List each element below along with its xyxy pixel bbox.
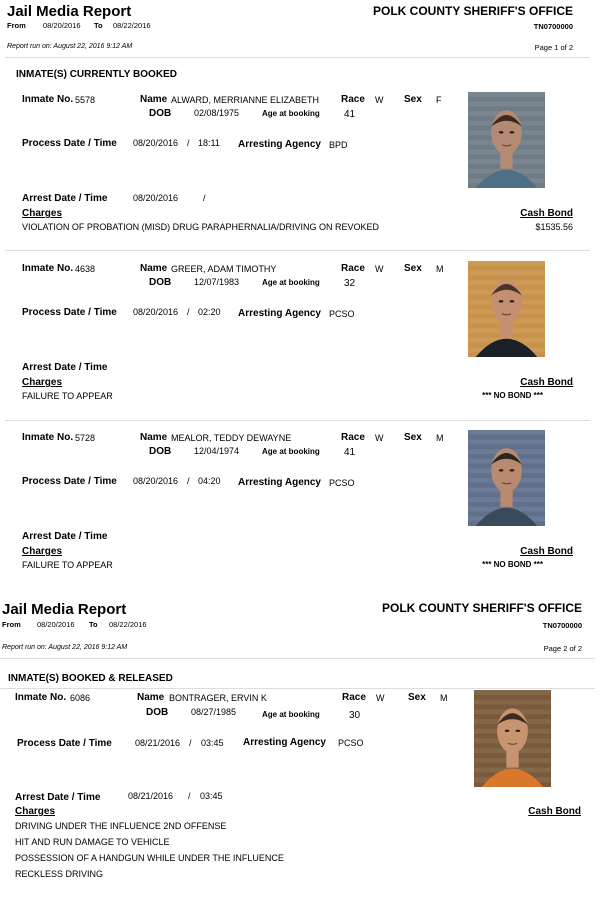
- process-date: 08/21/2016: [135, 738, 181, 748]
- process-date: 08/20/2016: [133, 138, 179, 148]
- charge-item: HIT AND RUN DAMAGE TO VEHICLE: [15, 837, 170, 847]
- sex-label: Sex: [404, 94, 422, 105]
- sex-label: Sex: [404, 263, 422, 274]
- process-time: 02:20: [198, 307, 221, 317]
- sex-value: M: [436, 433, 444, 443]
- cash-bond-label: Cash Bond: [528, 806, 581, 817]
- name-value: MEALOR, TEDDY DEWAYNE: [171, 433, 292, 443]
- process-label: Process Date / Time: [17, 738, 112, 749]
- race-value: W: [375, 95, 384, 105]
- process-time: 03:45: [201, 738, 224, 748]
- arresting-value: BPD: [329, 140, 348, 150]
- sex-value: M: [440, 693, 448, 703]
- slash: /: [187, 138, 190, 148]
- arresting-value: PCSO: [329, 309, 355, 319]
- charge-item: VIOLATION OF PROBATION (MISD) DRUG PARAPHERNALIA/DRIVING ON REVOKED: [22, 222, 380, 232]
- race-label: Race: [342, 692, 366, 703]
- name-value: BONTRAGER, ERVIN K: [169, 693, 267, 703]
- arrest-label: Arrest Date / Time: [22, 193, 108, 204]
- from-date: 08/20/2016: [37, 620, 75, 629]
- age-label: Age at booking: [262, 447, 320, 456]
- cash-bond-label: Cash Bond: [520, 208, 573, 219]
- sex-label: Sex: [404, 432, 422, 443]
- age-value: 30: [349, 710, 361, 721]
- dob-label: DOB: [146, 707, 169, 718]
- bond-value: *** NO BOND ***: [482, 391, 543, 400]
- report-title: Jail Media Report: [7, 3, 132, 20]
- agency-name: POLK COUNTY SHERIFF'S OFFICE: [382, 601, 582, 615]
- charge-item: FAILURE TO APPEAR: [22, 391, 113, 401]
- dob-value: 08/27/1985: [191, 707, 237, 717]
- page-number: Page 2 of 2: [543, 644, 582, 653]
- charge-item: RECKLESS DRIVING: [15, 869, 104, 879]
- from-label: From: [7, 21, 26, 30]
- charges-label: Charges: [15, 806, 56, 817]
- bond-value: *** NO BOND ***: [482, 560, 543, 569]
- age-label: Age at booking: [262, 109, 320, 118]
- section-title: INMATE(S) CURRENTLY BOOKED: [16, 69, 177, 80]
- charges-label: Charges: [22, 377, 63, 388]
- race-value: W: [375, 433, 384, 443]
- from-date: 08/20/2016: [43, 21, 81, 30]
- slash: /: [203, 193, 206, 203]
- inmate-no-label: Inmate No.: [22, 263, 74, 274]
- divider: [5, 57, 590, 58]
- name-label: Name: [140, 94, 168, 105]
- slash: /: [187, 476, 190, 486]
- race-label: Race: [341, 432, 365, 443]
- report-run-on: Report run on: August 22, 2016 9:12 AM: [2, 644, 128, 651]
- slash: /: [189, 738, 192, 748]
- mugshot-photo: [468, 92, 545, 188]
- section-title: INMATE(S) BOOKED & RELEASED: [8, 673, 173, 684]
- slash: /: [188, 791, 191, 801]
- arrest-label: Arrest Date / Time: [15, 792, 101, 803]
- divider: [0, 658, 595, 659]
- arresting-label: Arresting Agency: [238, 308, 321, 319]
- mugshot-photo: [474, 690, 551, 787]
- age-value: 41: [344, 447, 356, 458]
- charges-label: Charges: [22, 546, 63, 557]
- report-run-on: Report run on: August 22, 2016 9:12 AM: [7, 43, 133, 50]
- mugshot-photo: [468, 430, 545, 526]
- divider: [0, 688, 595, 689]
- inmate-no-label: Inmate No.: [22, 94, 74, 105]
- inmate-no-label: Inmate No.: [15, 692, 67, 703]
- agency-name: POLK COUNTY SHERIFF'S OFFICE: [373, 4, 573, 18]
- process-date: 08/20/2016: [133, 476, 179, 486]
- inmate-no-value: 6086: [70, 693, 91, 703]
- race-label: Race: [341, 94, 365, 105]
- name-value: GREER, ADAM TIMOTHY: [171, 264, 277, 274]
- dob-value: 12/07/1983: [194, 277, 240, 287]
- arresting-value: PCSO: [338, 738, 364, 748]
- age-value: 41: [344, 109, 356, 120]
- arresting-label: Arresting Agency: [243, 737, 326, 748]
- inmate-no-value: 4638: [75, 264, 96, 274]
- charge-item: FAILURE TO APPEAR: [22, 560, 113, 570]
- age-value: 32: [344, 278, 356, 289]
- sex-label: Sex: [408, 692, 426, 703]
- process-time: 18:11: [198, 138, 220, 148]
- dob-label: DOB: [149, 446, 172, 457]
- name-label: Name: [140, 263, 168, 274]
- divider: [5, 250, 590, 251]
- slash: /: [187, 307, 190, 317]
- dob-value: 02/08/1975: [194, 108, 240, 118]
- inmate-no-label: Inmate No.: [22, 432, 74, 443]
- to-date: 08/22/2016: [113, 21, 151, 30]
- charge-item: DRIVING UNDER THE INFLUENCE 2ND OFFENSE: [15, 821, 227, 831]
- sex-value: F: [436, 95, 442, 105]
- arrest-label: Arrest Date / Time: [22, 362, 108, 373]
- arrest-label: Arrest Date / Time: [22, 531, 108, 542]
- race-value: W: [376, 693, 385, 703]
- to-date: 08/22/2016: [109, 620, 147, 629]
- agency-code: TN0700000: [542, 621, 582, 630]
- arresting-label: Arresting Agency: [238, 139, 321, 150]
- charges-label: Charges: [22, 208, 63, 219]
- process-label: Process Date / Time: [22, 307, 117, 318]
- dob-label: DOB: [149, 277, 172, 288]
- page-number: Page 1 of 2: [534, 43, 573, 52]
- divider: [5, 420, 590, 421]
- to-label: To: [94, 21, 103, 30]
- arrest-time: 03:45: [200, 791, 223, 801]
- bond-value: $1535.56: [535, 222, 573, 232]
- race-label: Race: [341, 263, 365, 274]
- mugshot-photo: [468, 261, 545, 357]
- dob-label: DOB: [149, 108, 172, 119]
- process-label: Process Date / Time: [22, 138, 117, 149]
- arresting-value: PCSO: [329, 478, 355, 488]
- arrest-date: 08/20/2016: [133, 193, 179, 203]
- dob-value: 12/04/1974: [194, 446, 240, 456]
- report-title: Jail Media Report: [2, 601, 127, 618]
- charge-item: POSSESSION OF A HANDGUN WHILE UNDER THE INFLUENCE: [15, 853, 284, 863]
- inmate-no-value: 5578: [75, 95, 96, 105]
- cash-bond-label: Cash Bond: [520, 377, 573, 388]
- process-time: 04:20: [198, 476, 221, 486]
- age-label: Age at booking: [262, 278, 320, 287]
- race-value: W: [375, 264, 384, 274]
- inmate-no-value: 5728: [75, 433, 96, 443]
- process-label: Process Date / Time: [22, 476, 117, 487]
- name-label: Name: [137, 692, 165, 703]
- sex-value: M: [436, 264, 444, 274]
- process-date: 08/20/2016: [133, 307, 179, 317]
- name-label: Name: [140, 432, 168, 443]
- name-value: ALWARD, MERRIANNE ELIZABETH: [171, 95, 320, 105]
- age-label: Age at booking: [262, 710, 320, 719]
- from-label: From: [2, 620, 21, 629]
- cash-bond-label: Cash Bond: [520, 546, 573, 557]
- to-label: To: [89, 620, 98, 629]
- arrest-date: 08/21/2016: [128, 791, 174, 801]
- agency-code: TN0700000: [533, 22, 573, 31]
- arresting-label: Arresting Agency: [238, 477, 321, 488]
